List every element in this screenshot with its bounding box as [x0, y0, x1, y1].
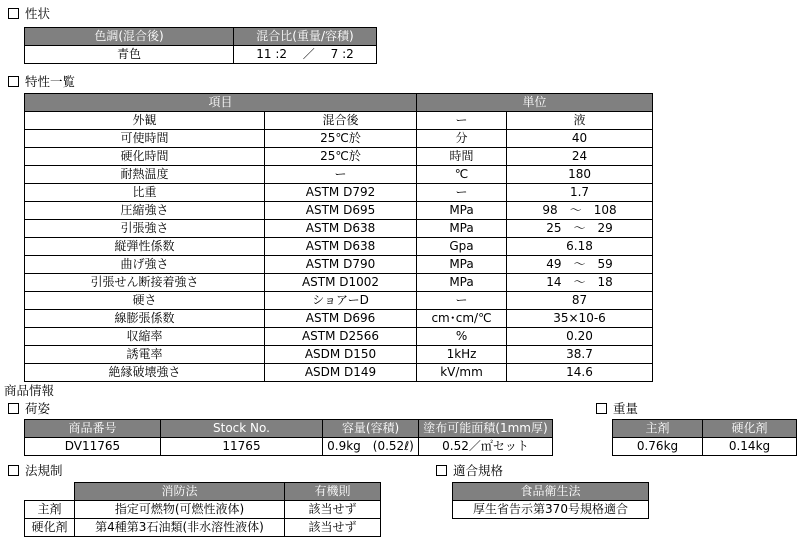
table-header-row — [613, 420, 797, 438]
test-condition: ASTM D1002 — [265, 274, 417, 292]
value: 6.18 — [507, 238, 653, 256]
unit: cm･cm/℃ — [417, 310, 507, 328]
test-condition: 25℃於 — [265, 148, 417, 166]
coverage: 0.52／㎡セット — [419, 438, 553, 456]
header-organic-solvent: 有機則 — [285, 483, 381, 501]
table-row — [25, 220, 653, 238]
unit: ℃ — [417, 166, 507, 184]
value: 98 ～ 108 — [507, 202, 653, 220]
table-header-row — [453, 483, 649, 501]
product-number: DV11765 — [25, 438, 161, 456]
value: 87 — [507, 292, 653, 310]
section-title: 重量 — [613, 401, 639, 416]
characteristics-table — [24, 93, 653, 382]
item-name: 引張せん断接着強さ — [25, 274, 265, 292]
header-color: 色調(混合後) — [25, 28, 234, 46]
table-row — [25, 519, 381, 537]
table-row — [25, 438, 553, 456]
item-name: 硬化時間 — [25, 148, 265, 166]
section-weight — [596, 401, 638, 417]
packaging-table — [24, 419, 553, 456]
unit: Gpa — [417, 238, 507, 256]
table-row — [25, 292, 653, 310]
section-title: 法規制 — [25, 463, 63, 478]
item-name: 線膨張係数 — [25, 310, 265, 328]
item-name: 圧縮強さ — [25, 202, 265, 220]
unit: MPa — [417, 220, 507, 238]
value: 38.7 — [507, 346, 653, 364]
unit: MPa — [417, 202, 507, 220]
section-title: 適合規格 — [453, 463, 504, 478]
regulations-table — [24, 482, 381, 537]
table-row — [25, 310, 653, 328]
table-row — [25, 346, 653, 364]
unit: 時間 — [417, 148, 507, 166]
organic-solvent-value: 該当せず — [285, 501, 381, 519]
checkbox-icon — [596, 403, 607, 414]
properties-table — [24, 27, 377, 64]
organic-solvent-value: 該当せず — [285, 519, 381, 537]
value: 24 — [507, 148, 653, 166]
table-header-row — [25, 483, 381, 501]
unit: ー — [417, 292, 507, 310]
item-name: 絶縁破壊強さ — [25, 364, 265, 382]
unit: kV/mm — [417, 364, 507, 382]
header-product-number: 商品番号 — [25, 420, 161, 438]
test-condition: ASTM D638 — [265, 220, 417, 238]
item-name: 曲げ強さ — [25, 256, 265, 274]
table-row — [25, 238, 653, 256]
table-row — [25, 202, 653, 220]
checkbox-icon — [8, 8, 19, 19]
checkbox-icon — [8, 465, 19, 476]
value: 1.7 — [507, 184, 653, 202]
table-row — [25, 184, 653, 202]
table-header-row — [25, 94, 653, 112]
header-hardener: 硬化剤 — [703, 420, 797, 438]
item-name: 引張強さ — [25, 220, 265, 238]
color-value: 青色 — [25, 46, 234, 64]
fire-law-value: 第4種第3石油類(非水溶性液体) — [75, 519, 285, 537]
item-name: 外観 — [25, 112, 265, 130]
test-condition: ASTM D696 — [265, 310, 417, 328]
fire-law-value: 指定可燃物(可燃性液体) — [75, 501, 285, 519]
section-title: 性状 — [25, 6, 51, 21]
header-mix-ratio: 混合比(重量/容積) — [234, 28, 377, 46]
table-row — [25, 112, 653, 130]
row-label: 主剤 — [25, 501, 75, 519]
unit: % — [417, 328, 507, 346]
test-condition: ー — [265, 166, 417, 184]
section-title: 荷姿 — [25, 401, 51, 416]
test-condition: ASTM D792 — [265, 184, 417, 202]
table-row — [25, 130, 653, 148]
header-capacity: 容量(容積) — [323, 420, 419, 438]
value: 35×10-6 — [507, 310, 653, 328]
section-packaging — [8, 401, 50, 417]
value: 25 ～ 29 — [507, 220, 653, 238]
table-row — [25, 166, 653, 184]
item-name: 比重 — [25, 184, 265, 202]
table-row — [25, 364, 653, 382]
table-row — [25, 148, 653, 166]
value: 液 — [507, 112, 653, 130]
value: 49 ～ 59 — [507, 256, 653, 274]
row-label: 硬化剤 — [25, 519, 75, 537]
main-agent-weight: 0.76kg — [613, 438, 703, 456]
header-food-sanitation: 食品衛生法 — [453, 483, 649, 501]
table-row — [453, 501, 649, 519]
item-name: 収縮率 — [25, 328, 265, 346]
test-condition: ASDM D149 — [265, 364, 417, 382]
test-condition: ASTM D695 — [265, 202, 417, 220]
unit: 1kHz — [417, 346, 507, 364]
value: 40 — [507, 130, 653, 148]
checkbox-icon — [8, 403, 19, 414]
test-condition: ASTM D2566 — [265, 328, 417, 346]
table-header-row — [25, 28, 377, 46]
test-condition: ASTM D638 — [265, 238, 417, 256]
value: 14 ～ 18 — [507, 274, 653, 292]
unit: 分 — [417, 130, 507, 148]
table-row — [613, 438, 797, 456]
checkbox-icon — [8, 76, 19, 87]
value: 0.20 — [507, 328, 653, 346]
unit: MPa — [417, 274, 507, 292]
header-stock-no: Stock No. — [161, 420, 323, 438]
checkbox-icon — [436, 465, 447, 476]
unit: ー — [417, 184, 507, 202]
test-condition: 25℃於 — [265, 130, 417, 148]
section-product-info: 商品情報 — [4, 383, 55, 398]
header-item: 項目 — [25, 94, 417, 112]
header-unit: 単位 — [417, 94, 653, 112]
unit: MPa — [417, 256, 507, 274]
value: 180 — [507, 166, 653, 184]
capacity: 0.9kg (0.52ℓ) — [323, 438, 419, 456]
stock-no: 11765 — [161, 438, 323, 456]
header-fire-law: 消防法 — [75, 483, 285, 501]
weight-table — [612, 419, 797, 456]
section-regulations — [8, 463, 63, 479]
conformity-value: 厚生省告示第370号規格適合 — [453, 501, 649, 519]
table-row — [25, 274, 653, 292]
item-name: 誘電率 — [25, 346, 265, 364]
test-condition: ショアーD — [265, 292, 417, 310]
table-row — [25, 46, 377, 64]
mix-ratio-value: 11 :2 ／ 7 :2 — [234, 46, 377, 64]
item-name: 硬さ — [25, 292, 265, 310]
item-name: 耐熱温度 — [25, 166, 265, 184]
section-properties — [8, 6, 50, 22]
conformity-table — [452, 482, 649, 519]
table-row — [25, 328, 653, 346]
section-characteristics — [8, 74, 75, 90]
hardener-weight: 0.14kg — [703, 438, 797, 456]
unit: ー — [417, 112, 507, 130]
section-conformity — [436, 463, 503, 479]
blank-corner — [25, 483, 75, 501]
test-condition: ASTM D790 — [265, 256, 417, 274]
test-condition: ASDM D150 — [265, 346, 417, 364]
item-name: 可使時間 — [25, 130, 265, 148]
value: 14.6 — [507, 364, 653, 382]
table-header-row — [25, 420, 553, 438]
table-row — [25, 501, 381, 519]
test-condition: 混合後 — [265, 112, 417, 130]
section-title: 特性一覧 — [25, 74, 76, 89]
header-main-agent: 主剤 — [613, 420, 703, 438]
item-name: 縦弾性係数 — [25, 238, 265, 256]
table-row — [25, 256, 653, 274]
header-coverage: 塗布可能面積(1mm厚) — [419, 420, 553, 438]
